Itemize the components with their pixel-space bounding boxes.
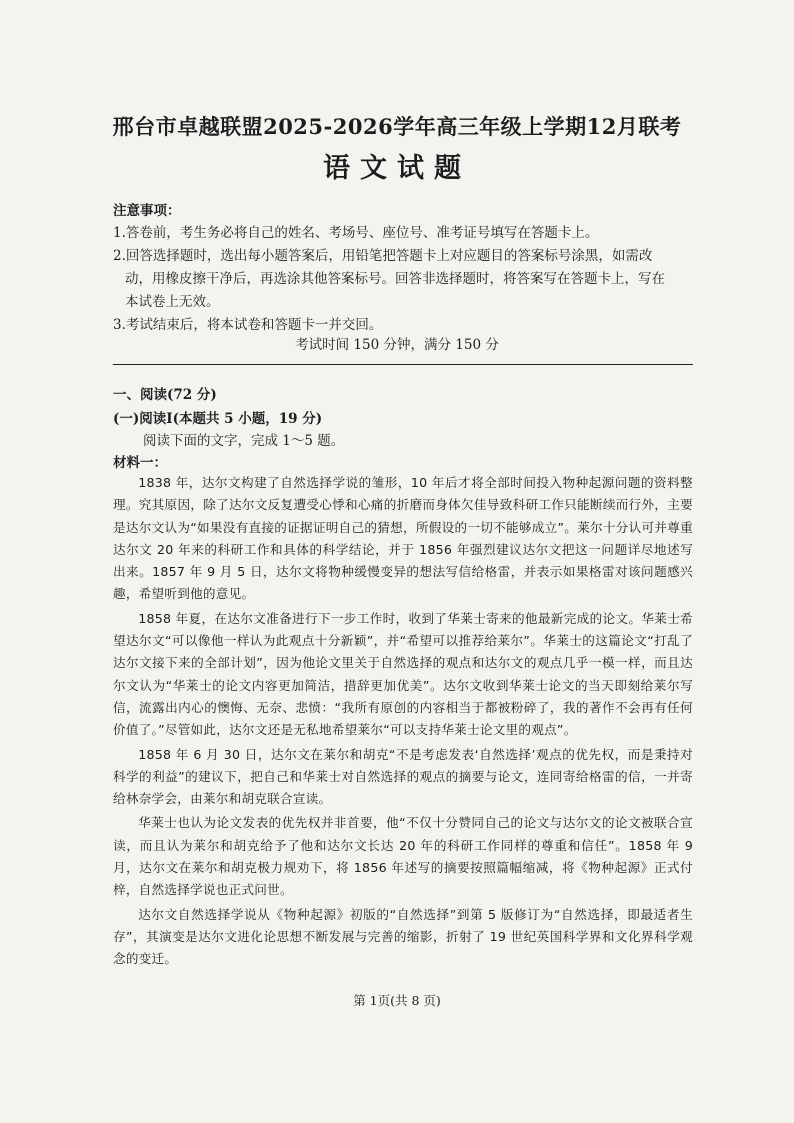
note-item: 3.考试结束后，将本试卷和答题卡一并交回。	[113, 317, 383, 333]
notes-list	[113, 222, 693, 337]
note-item: 动，用橡皮擦干净后，再选涂其他答案标号。回答非选择题时，将答案写在答题卡上，写在	[125, 271, 665, 287]
passage-paragraph: 1838 年，达尔文构建了自然选择学说的雏形，10 年后才将全部时间投入物种起源问题的资料整理。究其原因，除了达尔文反复遭受心悸和心痛的折磨而身体欠佳导致科研工作只能断续而行外，主要是达尔文认为“如果没有直接的证据证明自己的猜想，所假设的一切不能够成立”。莱尔十分认可并尊重达尔文 20 年来的科研工作和具体的科学结论，并于 1856 年强烈建议达尔文把这一问题详尽地述写出来。1857 年 9 月 5 日，达尔文将物种缓慢变异的想法写信给格雷，并表示如果格雷对该问题感兴趣，希望听到他的意见。	[113, 475, 693, 602]
passage	[113, 472, 693, 973]
passage-paragraph: 1858 年夏，在达尔文准备进行下一步工作时，收到了华莱士寄来的他最新完成的论文。华莱士希望达尔文“可以像他一样认为此观点十分新颖”，并“希望可以推荐给莱尔”。华莱士的这篇论文“打乱了达尔文接下来的全部计划”，因为他论文里关于自然选择的观点和达尔文的观点几乎一模一样，而且达尔文认为“华莱士的论文内容更加简洁，措辞更加优美”。达尔文收到华莱士论文的当天即刻给莱尔写信，流露出内心的懊悔、无奈、悲愤：“我所有原创的内容相当于都被粉碎了，我的著作不会再有任何价值了。”尽管如此，达尔文还是无私地希望莱尔“可以支持华莱士论文里的观点”。	[113, 610, 693, 738]
section-heading: 一、阅读(72 分)	[113, 387, 217, 403]
subsection-label: (一)阅读Ⅰ(本题共 5 小题，19 分)	[113, 411, 323, 427]
note-item: 1.答卷前，考生务必将自己的姓名、考场号、座位号、准考证号填写在答题卡上。	[113, 225, 599, 241]
note-item: 本试卷上无效。	[125, 294, 220, 310]
passage-paragraph: 华莱士也认为论文发表的优先权并非首要，他“不仅十分赞同自己的论文与达尔文的论文被联合宣读，而且认为莱尔和胡克给予了他和达尔文长达 20 年的科研工作同样的尊重和信任”。1858 年 9 月，达尔文在莱尔和胡克极力规劝下，将 1856 年述写的摘要按照篇幅缩减，将《物种起源》正式付梓，自然选择学说也正式问世。	[113, 815, 693, 898]
exam-subtitle: 语文试题	[323, 153, 471, 184]
subsection-heading	[113, 407, 322, 427]
note-item: 2.回答选择题时，选出每小题答案后，用铅笔把答题卡上对应题目的答案标号涂黑，如需改	[113, 248, 653, 264]
page-footer: 第 1页(共 8 页)	[353, 993, 441, 1008]
passage-paragraph: 1858 年 6 月 30 日，达尔文在莱尔和胡克“不是考虑发表‘自然选择’观点的优先权，而是秉持对科学的利益”的建议下，把自己和华莱士对自然选择的观点的摘要与论文，连同寄给格雷的信，一并寄给林奈学会，由莱尔和胡克联合宣读。	[113, 746, 693, 807]
reading-instruction: 阅读下面的文字，完成 1～5 题。	[143, 433, 345, 449]
divider	[113, 364, 693, 365]
passage-paragraph: 达尔文自然选择学说从《物种起源》初版的“自然选择”到第 5 版修订为“自然选择，即最适者生存”，其演变是达尔文进化论思想不断发展与完善的缩影，折射了 19 世纪英国科学界和文化界科学观念的变迁。	[113, 906, 693, 967]
exam-title: 邢台市卓越联盟2025-2026学年高三年级上学期12月联考	[112, 114, 682, 139]
material-label: 材料一：	[113, 455, 167, 471]
notes-heading: 注意事项：	[113, 203, 181, 219]
exam-time-info: 考试时间 150 分钟，满分 150 分	[295, 337, 499, 353]
